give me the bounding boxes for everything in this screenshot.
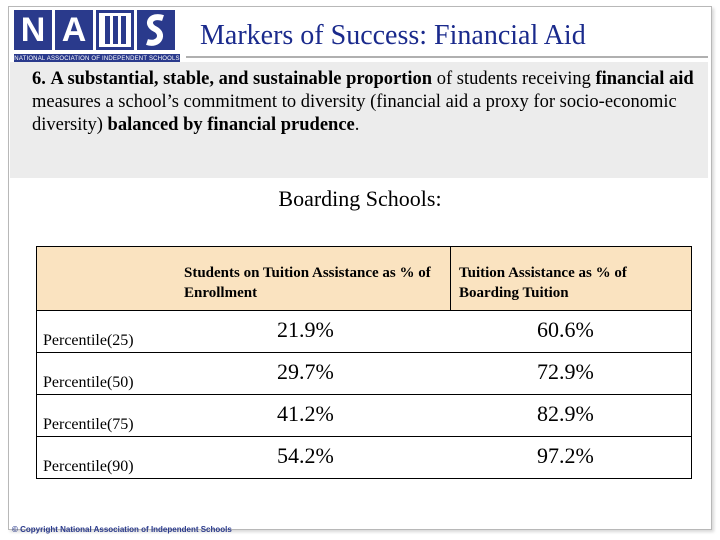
- intro-text-3: .: [354, 115, 360, 135]
- title-divider: [186, 56, 708, 58]
- intro-bold-1: A substantial, stable, and sustainable proportion: [50, 69, 433, 89]
- copyright-footer: © Copyright National Association of Independent Schools: [12, 525, 232, 534]
- logo-pillars-icon: [96, 10, 134, 50]
- row-label: Percentile(25): [43, 332, 134, 349]
- table-row: [37, 310, 691, 352]
- row-value-tuition: 97.2%: [537, 443, 594, 468]
- intro-text-1: of students receiving: [436, 69, 591, 89]
- row-value-tuition: 82.9%: [537, 401, 594, 426]
- table-header-enrollment: Students on Tuition Assistance as % of Enrollment: [176, 246, 451, 310]
- row-value-tuition: 72.9%: [537, 359, 594, 384]
- row-value-enrollment: 29.7%: [277, 359, 334, 384]
- intro-number: 6.: [32, 69, 46, 89]
- table-row: [37, 394, 691, 436]
- row-label: Percentile(90): [43, 458, 134, 475]
- logo-swirl-icon: [137, 10, 175, 50]
- intro-bold-3: balanced by financial prudence: [107, 115, 355, 135]
- row-label: Percentile(50): [43, 374, 134, 391]
- nais-logo: [14, 10, 180, 66]
- table-row: [37, 436, 691, 478]
- table-header-tuition: Tuition Assistance as % of Boarding Tuition: [451, 246, 691, 310]
- table-corner-cell: [37, 246, 177, 311]
- intro-text-2: measures a school’s commitment to diversity (financial aid a proxy for socio-economic diversity): [32, 92, 677, 135]
- subtitle: Boarding Schools:: [278, 186, 442, 211]
- intro-bold-2: financial aid: [595, 69, 694, 89]
- row-value-tuition: 60.6%: [537, 317, 594, 342]
- row-value-enrollment: 41.2%: [277, 401, 334, 426]
- page-title: Markers of Success: Financial Aid: [200, 20, 586, 51]
- percentile-table: [36, 246, 692, 479]
- row-label: Percentile(75): [43, 416, 134, 433]
- logo-letter-a: A: [55, 10, 93, 50]
- logo-letter-n: N: [14, 10, 52, 50]
- row-value-enrollment: 21.9%: [277, 317, 334, 342]
- row-value-enrollment: 54.2%: [277, 443, 334, 468]
- intro-paragraph: [32, 68, 702, 137]
- table-row: [37, 352, 691, 394]
- logo-org-name: NATIONAL ASSOCIATION OF INDEPENDENT SCHOOLS: [14, 56, 180, 62]
